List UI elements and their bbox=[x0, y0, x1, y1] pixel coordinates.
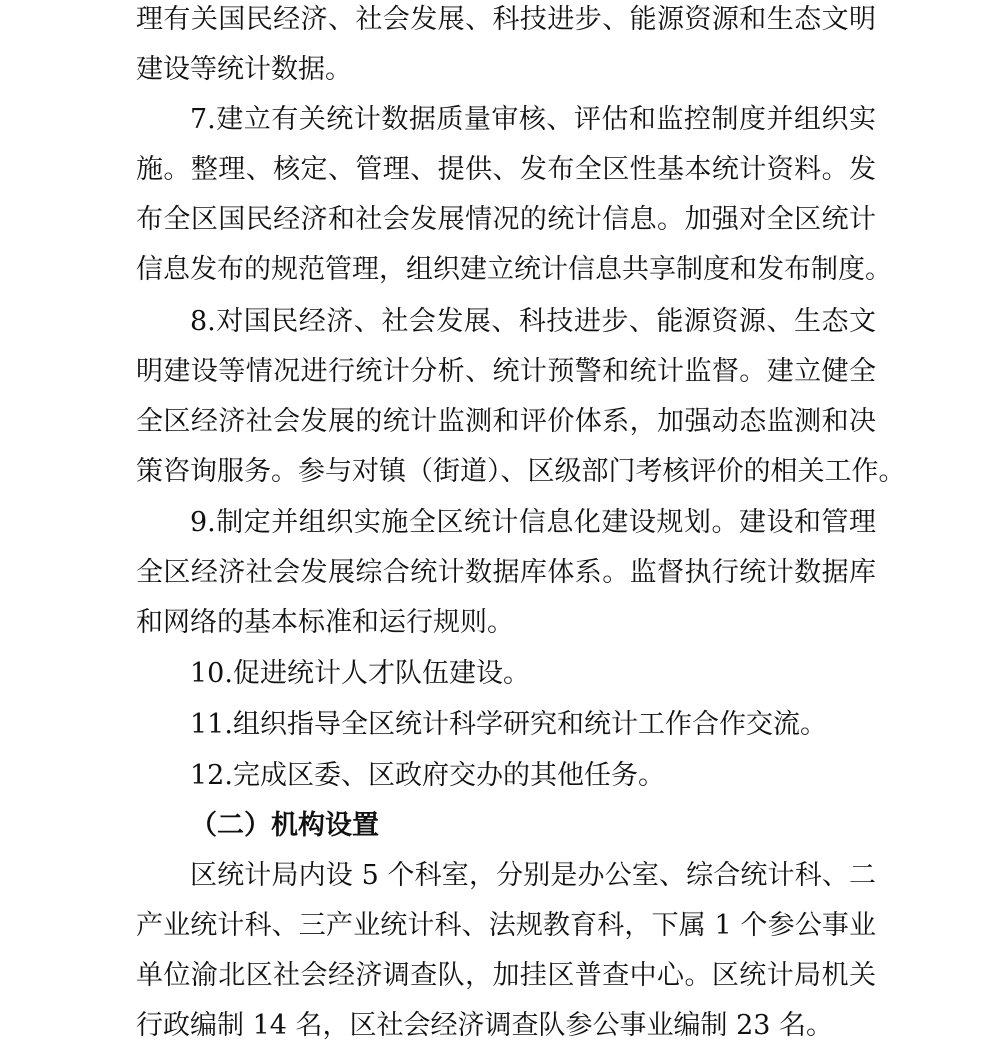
paragraph-org-setup: 区统计局内设 5 个科室，分别是办公室、综合统计科、二 bbox=[190, 860, 876, 891]
text-line: 建设等统计数据。 bbox=[136, 54, 352, 85]
text-line: 产业统计科、三产业统计科、法规教育科，下属 1 个参公事业 bbox=[136, 910, 876, 941]
text-line: 和网络的基本标准和运行规则。 bbox=[136, 607, 514, 638]
text-line: 布全区国民经济和社会发展情况的统计信息。加强对全区统计 bbox=[136, 204, 876, 235]
paragraph-item-7: 7.建立有关统计数据质量审核、评估和监控制度并组织实 bbox=[190, 104, 876, 135]
text-line: 明建设等情况进行统计分析、统计预警和统计监督。建立健全 bbox=[136, 356, 876, 387]
paragraph-item-9: 9.制定并组织实施全区统计信息化建设规划。建设和管理 bbox=[190, 507, 876, 538]
text-line: 理有关国民经济、社会发展、科技进步、能源资源和生态文明 bbox=[136, 4, 876, 35]
paragraph-item-10: 10.促进统计人才队伍建设。 bbox=[190, 658, 530, 689]
text-line: 行政编制 14 名，区社会经济调查队参公事业编制 23 名。 bbox=[136, 1010, 834, 1041]
text-line: 单位渝北区社会经济调查队，加挂区普查中心。区统计局机关 bbox=[136, 960, 876, 991]
text-line: 施。整理、核定、管理、提供、发布全区性基本统计资料。发 bbox=[136, 154, 876, 185]
paragraph-item-11: 11.组织指导全区统计科学研究和统计工作合作交流。 bbox=[190, 709, 827, 740]
text-line: 全区经济社会发展综合统计数据库体系。监督执行统计数据库 bbox=[136, 557, 876, 588]
text-line: 信息发布的规范管理，组织建立统计信息共享制度和发布制度。 bbox=[136, 254, 892, 285]
paragraph-item-8: 8.对国民经济、社会发展、科技进步、能源资源、生态文 bbox=[190, 306, 876, 337]
section-heading: （二）机构设置 bbox=[190, 810, 379, 841]
text-line: 策咨询服务。参与对镇（街道）、区级部门考核评价的相关工作。 bbox=[136, 456, 906, 487]
paragraph-item-12: 12.完成区委、区政府交办的其他任务。 bbox=[190, 760, 665, 791]
text-line: 全区经济社会发展的统计监测和评价体系，加强动态监测和决 bbox=[136, 406, 876, 437]
